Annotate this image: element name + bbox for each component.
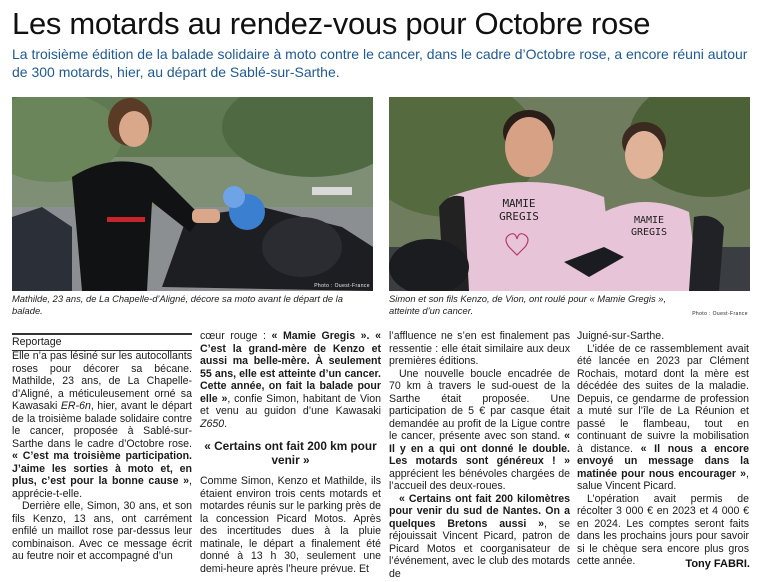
paragraph: L’opération avait permis de récolter 3 000 € en 2023 et 4 000 € en 2024. Les comptes seront faits dans les prochains jours pour savoir si le chèque sera encore plus gros cette année. [577, 492, 749, 567]
paragraph: Comme Simon, Kenzo et Mathilde, ils étaient environ trois cents motards et motardes réunis sur le parking près de la concession Picard Motos. Après des incertitudes dues à la pluie matinale, le départ a finalement été donné à 13 h 30, seulement une demi-heure après l’heure prévue. Et [200, 475, 381, 575]
text: apprécient les bénévoles chargées de l’accueil des deux-roues. [389, 467, 570, 492]
quote: « Mamie Gregis ». « C’est la grand-mère de Kenzo et aussi ma belle-mère. À seulement 55 ans, elle est atteinte d’un cancer. Cette année, on fait la balade pour elle » [200, 330, 381, 405]
photo-credit-left: Photo : Ouest-France [314, 283, 370, 289]
text: Elle n’a pas lésiné sur les autocollants roses pour décorer sa bécane. Mathilde, 23 ans, de La Chapelle-d’Aligné, a méticuleusement orné sa Kawasaki [12, 350, 192, 412]
text: , se réjouissait Vincent Picard, patron de Picard Motos et coorganisateur de l’événement, avec le club des motards de [389, 517, 571, 580]
shirt-text-simon: MAMIE GREGIS [499, 197, 539, 223]
rubric-label: Reportage [12, 336, 192, 351]
paragraph [12, 350, 192, 500]
text: , apprécie-t-elle. [12, 475, 192, 500]
paragraph [577, 343, 749, 493]
subheading: « Certains ont fait 200 km pour venir » [204, 439, 377, 467]
column-4 [577, 330, 749, 568]
column-2 [200, 330, 381, 575]
text: , salue Vincent Picard. [577, 467, 749, 492]
lead-paragraph: La troisième édition de la balade solidaire à moto contre le cancer, dans le cadre d’Octobre rose, a encore réuni autour de 300 motards, hier, au départ de Sablé-sur-Sarthe. [12, 46, 748, 80]
quote: « C’est ma troisième participation. J’aime les sorties à moto et, en plus, c’est pour la bonne cause » [12, 450, 192, 487]
paragraph: l’affluence ne s’en est finalement pas ressentie : elle était similaire aux deux premières éditions. [389, 330, 570, 367]
headline: Les motards au rendez-vous pour Octobre rose [12, 6, 651, 41]
photo-mathilde-image [12, 97, 373, 291]
paragraph [389, 368, 570, 493]
paragraph [389, 493, 570, 581]
photo-simon-kenzo-image [389, 97, 750, 291]
rubric-rule [12, 333, 192, 335]
model-name: ER-6n [60, 400, 91, 412]
quote: « Certains ont fait 200 kilomètres pour venir du sud de Nantes. On a quelques Bretons aussi » [389, 492, 570, 530]
column-3 [389, 330, 570, 580]
text: . [224, 417, 228, 430]
quote: « Il nous a encore envoyé un message dans la matinée pour nous encourager » [577, 442, 749, 480]
text: , hier, avant le départ de la troisième balade solidaire contre le cancer, proposée à Sablé-sur-Sarthe dans le cadre d’Octobre rose. [12, 400, 192, 450]
text: Une nouvelle boucle encadrée de 70 km à travers le sud-ouest de la Sarthe était proposée. Une participation de 5 € par casque était demandée au profit de la Ligue contre le cancer, présente avec son stand. [389, 367, 570, 442]
author-byline: Tony FABRI. [685, 558, 750, 570]
text: L’idée de ce rassemblement avait été lancée en 2023 par Clément Rochais, motard dont la mère est décédée des suites de la maladie. Depuis, ce gendarme de profession a muté sur l’île de La Réunion et passé le flambeau, tout en continuant de suivre la mobilisation à distance. [577, 342, 749, 455]
photo-caption-right: Simon et son fils Kenzo, de Vion, ont roulé pour « Mamie Gregis », atteinte d’un cancer. [389, 293, 667, 316]
paragraph [200, 330, 381, 430]
photo-caption-left: Mathilde, 23 ans, de La Chapelle-d’Aligné, décore sa moto avant le départ de la balade. [12, 293, 343, 316]
paragraph: Derrière elle, Simon, 30 ans, et son fils Kenzo, 13 ans, ont carrément enfilé un maillot rose par-dessus leur combinaison. Avec ce message écrit au feutre noir et accompagné d’un [12, 500, 192, 562]
paragraph: Juigné-sur-Sarthe. [577, 330, 665, 342]
model-name: Z650 [200, 417, 225, 430]
photo-mathilde [12, 97, 373, 291]
photo-simon-kenzo [389, 97, 750, 291]
column-1 [12, 350, 192, 563]
shirt-text-kenzo: MAMIE GREGIS [630, 215, 668, 238]
photo-credit-right: Photo : Ouest-France [692, 311, 748, 317]
text: , confie Simon, habitant de Vion et venu au guidon d’une Kawasaki [200, 392, 381, 417]
quote: « Il y en a qui ont donné le double. Les motards sont généreux ! » [389, 430, 570, 467]
text: cœur rouge : [200, 330, 272, 342]
